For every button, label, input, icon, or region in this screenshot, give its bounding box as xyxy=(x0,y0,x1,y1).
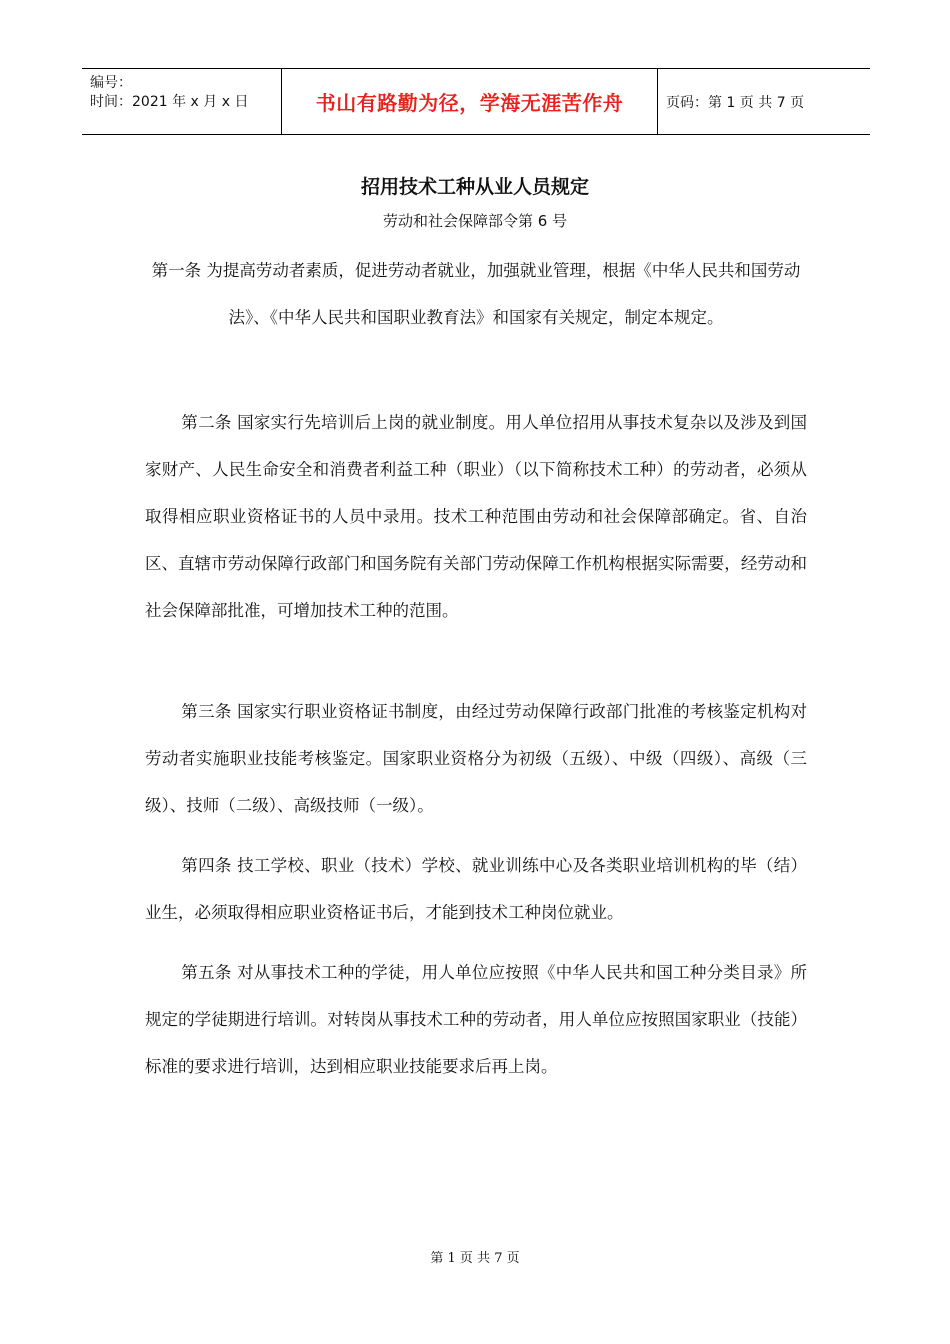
article-4: 第四条 技工学校、职业（技术）学校、就业训练中心及各类职业培训机构的毕（结）业生，必须取得相应职业资格证书后，才能到技术工种岗位就业。 xyxy=(145,856,807,922)
header-page-code: 页码：第 1 页 共 7 页 xyxy=(666,94,805,111)
article-1: 第一条 为提高劳动者素质，促进劳动者就业，加强就业管理，根据《中华人民共和国劳动法》、《中华人民共和国职业教育法》和国家有关规定，制定本规定。 xyxy=(151,261,801,327)
document-number: 编号： xyxy=(90,75,132,91)
header-meta xyxy=(82,69,282,134)
document-time: 时间：2021 年 x 月 x 日 xyxy=(90,94,249,110)
document-title: 招用技术工种从业人员规定 xyxy=(360,176,589,198)
article-2: 第二条 国家实行先培训后上岗的就业制度。用人单位招用从事技术复杂以及涉及到国家财产、人民生命安全和消费者利益工种（职业）（以下简称技术工种）的劳动者，必须从取得相应职业资格证书的人员中录用。技术工种范围由劳动和社会保障部确定。省、自治区、直辖市劳动保障行政部门和国务院有关部门劳动保障工作机构根据实际需要，经劳动和社会保障部批准，可增加技术工种的范围。 xyxy=(145,413,807,620)
article-3: 第三条 国家实行职业资格证书制度，由经过劳动保障行政部门批准的考核鉴定机构对劳动者实施职业技能考核鉴定。国家职业资格分为初级（五级）、中级（四级）、高级（三级）、技师（二级）、高级技师（一级）。 xyxy=(145,702,807,815)
article-5: 第五条 对从事技术工种的学徒，用人单位应按照《中华人民共和国工种分类目录》所规定的学徒期进行培训。对转岗从事技术工种的劳动者，用人单位应按照国家职业（技能）标准的要求进行培训，达到相应职业技能要求后再上岗。 xyxy=(145,963,807,1076)
page-footer: 第 1 页 共 7 页 xyxy=(430,1251,520,1266)
document-header xyxy=(82,68,870,135)
document-subtitle: 劳动和社会保障部令第 6 号 xyxy=(382,212,568,230)
header-motto: 书山有路勤为径，学海无涯苦作舟 xyxy=(282,69,658,134)
